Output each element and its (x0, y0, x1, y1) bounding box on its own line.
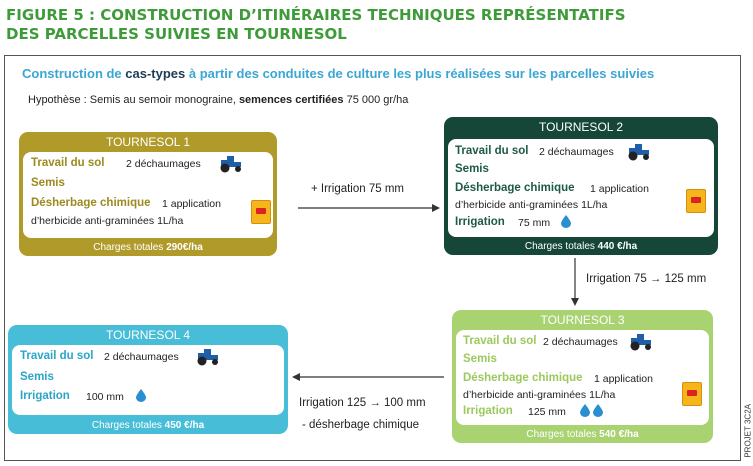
semis-label: Semis (455, 163, 489, 175)
card-title: TOURNESOL 4 (105, 328, 191, 342)
arrow-label-3b: - désherbage chimique (302, 419, 419, 431)
tractor-icon (628, 333, 654, 351)
arrow-icon (292, 372, 444, 382)
hypothesis-bold: semences certifiées (238, 94, 344, 106)
card-tournesol-2 (444, 117, 718, 255)
desherbage-label: Désherbage chimique (463, 372, 583, 384)
subtitle-part3: à partir des conduites de culture les plus réalisées sur les parcelles suivies (185, 66, 655, 81)
irrigation-value: 75 mm (518, 217, 551, 229)
travail-value: 2 déchaumages (126, 158, 201, 170)
travail-label: Travail du sol (455, 145, 529, 157)
card-body (448, 139, 714, 237)
figure-title-line1: FIGURE 5 : CONSTRUCTION D’ITINÉRAIRES TECHNIQUES REPRÉSENTATIFS (6, 6, 626, 24)
irrigation-label: Irrigation (455, 216, 505, 228)
charges-totales (444, 241, 718, 252)
arrow-label-2: Irrigation 75 → 125 mm (586, 273, 707, 285)
charges-label: Charges totales (524, 241, 598, 252)
card-title: TOURNESOL 3 (540, 313, 625, 327)
charges-label: Charges totales (93, 242, 167, 253)
desherbage-detail: d’herbicide anti-graminées 1L/ha (463, 389, 616, 401)
arrow-icon (298, 203, 440, 213)
arrow-icon (570, 258, 580, 306)
hypothesis (28, 94, 408, 106)
herbicide-bag-icon (251, 200, 271, 224)
semis-label: Semis (31, 177, 65, 189)
irrigation-value: 125 mm (528, 406, 566, 418)
irrigation-label: Irrigation (463, 405, 513, 417)
desherbage-value: 1 application (594, 373, 653, 385)
subtitle-part1: Construction de (22, 66, 126, 81)
travail-value: 2 déchaumages (104, 351, 179, 363)
card-tournesol-1 (19, 132, 277, 256)
arrow-label-1: + Irrigation 75 mm (311, 183, 404, 195)
irrigation-label: Irrigation (20, 390, 70, 402)
charges-value: 440 €/ha (597, 241, 638, 252)
travail-value: 2 déchaumages (543, 336, 618, 348)
desherbage-value: 1 application (590, 183, 649, 195)
figure-title-line2: DES PARCELLES SUIVIES EN TOURNESOL (6, 25, 347, 43)
herbicide-bag-icon (686, 189, 706, 213)
charges-label: Charges totales (526, 429, 600, 440)
charges-value: 290€/ha (166, 242, 203, 253)
charges-totales (8, 420, 288, 431)
hypothesis-suffix: 75 000 gr/ha (343, 94, 409, 106)
travail-label: Travail du sol (463, 335, 537, 347)
irrigation-value: 100 mm (86, 391, 124, 403)
figure-title (6, 6, 626, 44)
travail-label: Travail du sol (31, 157, 105, 169)
desherbage-detail: d’herbicide anti-graminées 1L/ha (455, 199, 608, 211)
charges-label: Charges totales (91, 420, 165, 431)
card-title: TOURNESOL 2 (538, 120, 624, 134)
card-body (12, 345, 284, 415)
water-drop-icon (593, 404, 603, 417)
water-drop-icon (561, 215, 571, 228)
water-drop-icon (580, 404, 590, 417)
arrow-label-3a: Irrigation 125 → 100 mm (299, 397, 426, 409)
subtitle-part2: cas-types (125, 66, 186, 81)
card-body (456, 330, 709, 425)
credit-label: PROJET 3C2A (744, 404, 753, 458)
card-body (23, 152, 273, 238)
desherbage-value: 1 application (162, 198, 221, 210)
tractor-icon (626, 143, 652, 161)
travail-value: 2 déchaumages (539, 146, 614, 158)
card-title: TOURNESOL 1 (105, 135, 191, 149)
travail-label: Travail du sol (20, 350, 94, 362)
tractor-icon (218, 155, 244, 173)
subtitle (22, 66, 654, 81)
charges-totales (452, 429, 713, 440)
desherbage-detail: d’herbicide anti-graminées 1L/ha (31, 215, 184, 227)
herbicide-bag-icon (682, 382, 702, 406)
card-tournesol-4 (8, 325, 288, 434)
tractor-icon (195, 348, 221, 366)
hypothesis-prefix: Hypothèse : Semis au semoir monograine, (28, 94, 239, 106)
card-tournesol-3 (452, 310, 713, 443)
charges-value: 450 €/ha (164, 420, 205, 431)
desherbage-label: Désherbage chimique (31, 197, 151, 209)
charges-value: 540 €/ha (599, 429, 639, 440)
water-drop-icon (136, 389, 146, 402)
charges-totales (19, 242, 277, 253)
semis-label: Semis (20, 371, 54, 383)
semis-label: Semis (463, 353, 497, 365)
desherbage-label: Désherbage chimique (455, 182, 575, 194)
